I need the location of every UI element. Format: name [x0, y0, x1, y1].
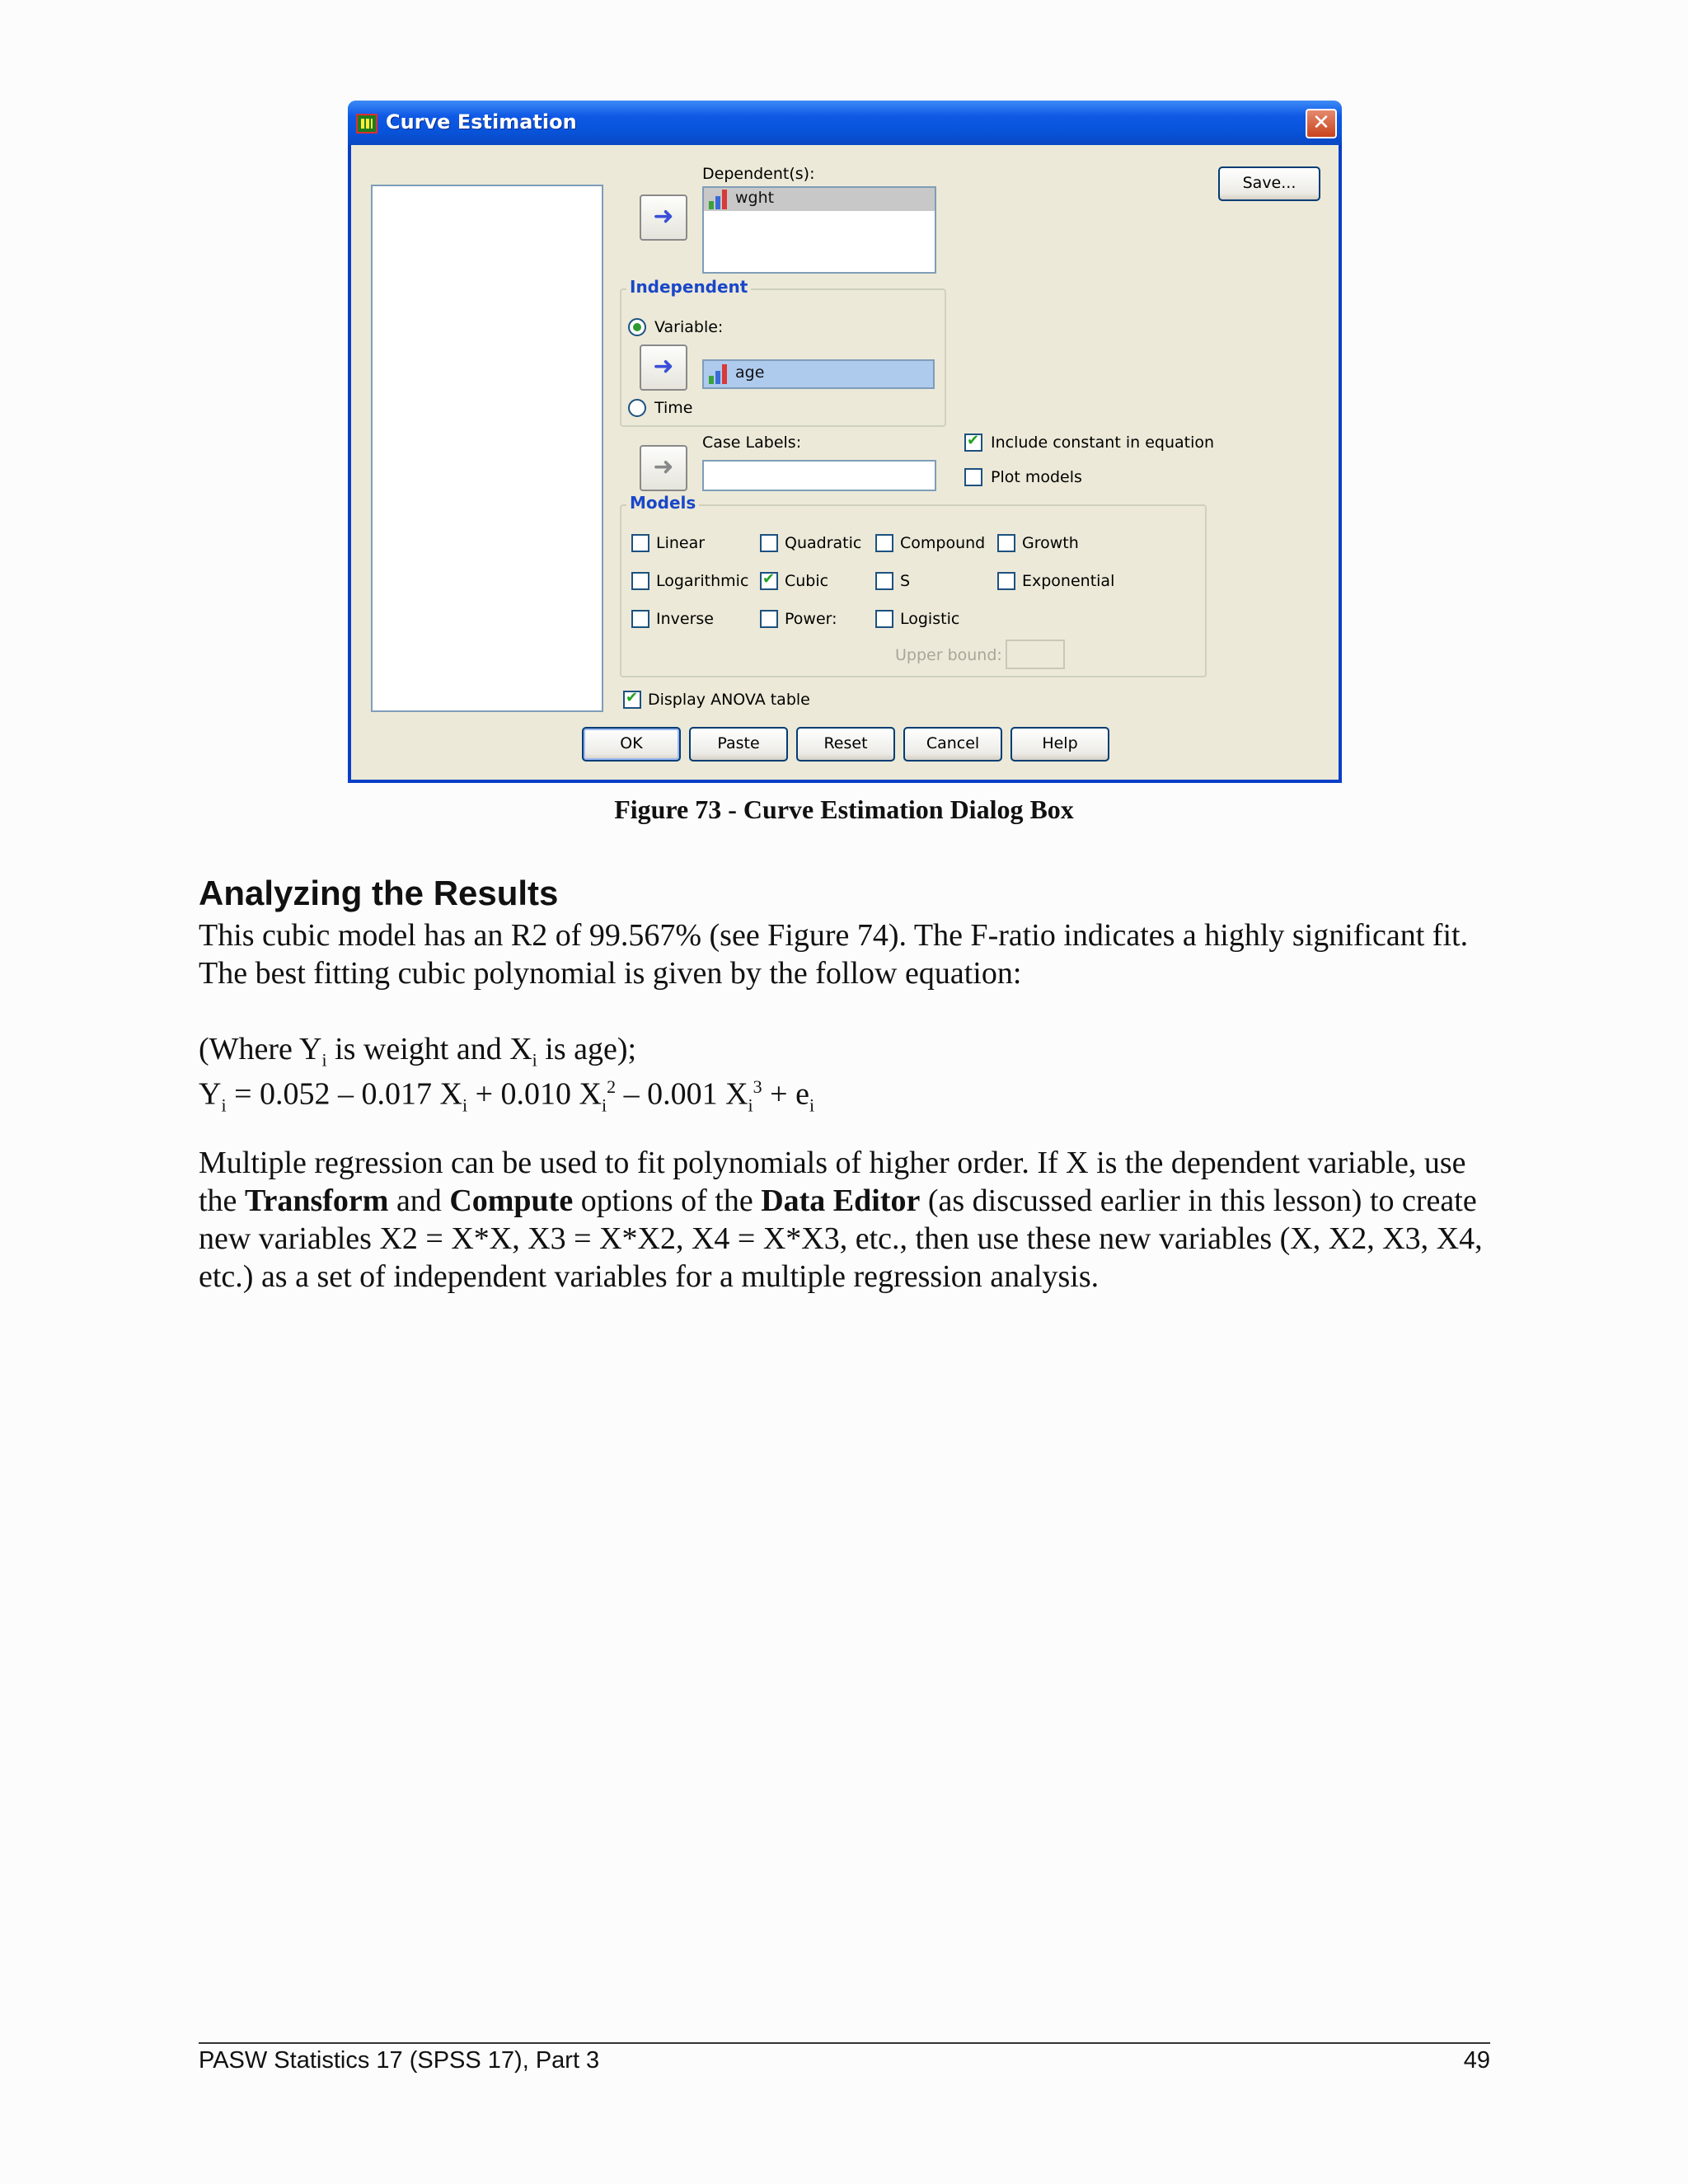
growth-label: Growth	[1022, 534, 1079, 552]
power-checkbox[interactable]	[760, 610, 778, 628]
upper-bound-field[interactable]	[1006, 640, 1065, 669]
models-group	[620, 493, 1207, 677]
where-line: (Where $Y_i$ is weight and $X_i$ is age);	[199, 1032, 637, 1071]
variable-radio[interactable]	[628, 318, 646, 336]
cubic-checkbox[interactable]	[760, 572, 778, 590]
include-constant-label: Include constant in equation	[991, 434, 1215, 452]
logistic-label: Logistic	[900, 610, 960, 628]
plot-models-label: Plot models	[991, 468, 1082, 486]
ok-button[interactable]: OK	[582, 727, 681, 762]
models-title: Models	[626, 493, 699, 513]
plot-models-checkbox[interactable]	[964, 468, 982, 486]
variable-label: Variable:	[654, 318, 724, 336]
footer-rule	[199, 2042, 1490, 2044]
exponential-label: Exponential	[1022, 572, 1115, 590]
equation-line: $Y_i = 0.052 - 0.017$ $X_i + 0.010$ $X_i^2 - 0.001$ $X_i^3 + e_i$	[199, 1076, 815, 1116]
dependent-list[interactable]	[702, 186, 936, 274]
curve-estimation-dialog	[348, 101, 1342, 783]
move-to-dependent-button[interactable]	[640, 194, 687, 241]
cubic-label: Cubic	[785, 572, 829, 590]
results-paragraph: This cubic model has an R2 of 99.567% (see Figure 74). The F-ratio indicates a highly significant fit. The best fitting cubic polynomial is given by the follow equation:	[199, 918, 1469, 991]
logistic-checkbox[interactable]	[875, 610, 893, 628]
scale-variable-icon	[707, 364, 729, 384]
source-variable-list[interactable]	[371, 185, 603, 712]
linear-checkbox[interactable]	[631, 534, 649, 552]
independent-title: Independent	[626, 277, 751, 297]
section-heading: Analyzing the Results	[199, 874, 559, 912]
quadratic-label: Quadratic	[785, 534, 862, 552]
s-label: S	[900, 572, 911, 590]
cancel-button[interactable]: Cancel	[903, 727, 1002, 762]
scale-variable-icon	[707, 190, 729, 209]
independent-var-name: age	[735, 363, 765, 382]
arrow-right-icon: ➜	[653, 452, 674, 481]
dialog-title: Curve Estimation	[386, 110, 577, 134]
move-to-independent-button[interactable]	[640, 344, 687, 391]
title-bar[interactable]	[348, 101, 1342, 145]
case-labels-field[interactable]	[702, 460, 936, 491]
logarithmic-label: Logarithmic	[656, 572, 749, 590]
case-labels-label: Case Labels:	[702, 434, 802, 452]
close-button[interactable]: ✕	[1306, 109, 1337, 138]
time-label: Time	[654, 399, 693, 417]
growth-checkbox[interactable]	[997, 534, 1015, 552]
arrow-left-icon: ➜	[653, 352, 674, 381]
spss-app-icon	[356, 114, 377, 134]
arrow-left-icon: ➜	[653, 202, 674, 231]
help-button[interactable]: Help	[1010, 727, 1109, 762]
upper-bound-label: Upper bound:	[895, 646, 1002, 664]
time-radio[interactable]	[628, 399, 646, 417]
reset-button[interactable]: Reset	[796, 727, 895, 762]
paste-button[interactable]: Paste	[689, 727, 788, 762]
move-to-case-labels-button[interactable]	[640, 445, 687, 491]
quadratic-checkbox[interactable]	[760, 534, 778, 552]
dependent-var-name: wght	[735, 189, 775, 207]
logarithmic-checkbox[interactable]	[631, 572, 649, 590]
footer-title: PASW Statistics 17 (SPSS 17), Part 3	[199, 2047, 600, 2074]
compound-label: Compound	[900, 534, 986, 552]
display-anova-checkbox[interactable]	[623, 691, 641, 709]
regression-paragraph: Multiple regression can be used to fit polynomials of higher order. If X is the dependent variable, use the Transform and Compute options of the Data Editor (as discussed earlier in this lesson) to create new variables X2 = X*X, X3 = X*X2, X4 = X*X3, etc., then use these new variables (X, X2, X3, X4, etc.) as a set of independent variables for a multiple regression analysis.	[199, 1146, 1483, 1294]
power-label: Power:	[785, 610, 837, 628]
save-button[interactable]: Save...	[1218, 166, 1320, 201]
independent-var-item[interactable]	[704, 363, 933, 386]
exponential-checkbox[interactable]	[997, 572, 1015, 590]
s-checkbox[interactable]	[875, 572, 893, 590]
independent-group	[620, 277, 946, 427]
compound-checkbox[interactable]	[875, 534, 893, 552]
independent-var-field[interactable]	[702, 359, 935, 389]
display-anova-label: Display ANOVA table	[648, 691, 810, 709]
dependent-label: Dependent(s):	[702, 165, 815, 183]
linear-label: Linear	[656, 534, 706, 552]
dependent-var-item[interactable]	[704, 188, 935, 211]
inverse-label: Inverse	[656, 610, 714, 628]
inverse-checkbox[interactable]	[631, 610, 649, 628]
page-number: 49	[1463, 2047, 1490, 2074]
figure-caption: Figure 73 - Curve Estimation Dialog Box	[614, 794, 1074, 824]
include-constant-checkbox[interactable]	[964, 434, 982, 452]
